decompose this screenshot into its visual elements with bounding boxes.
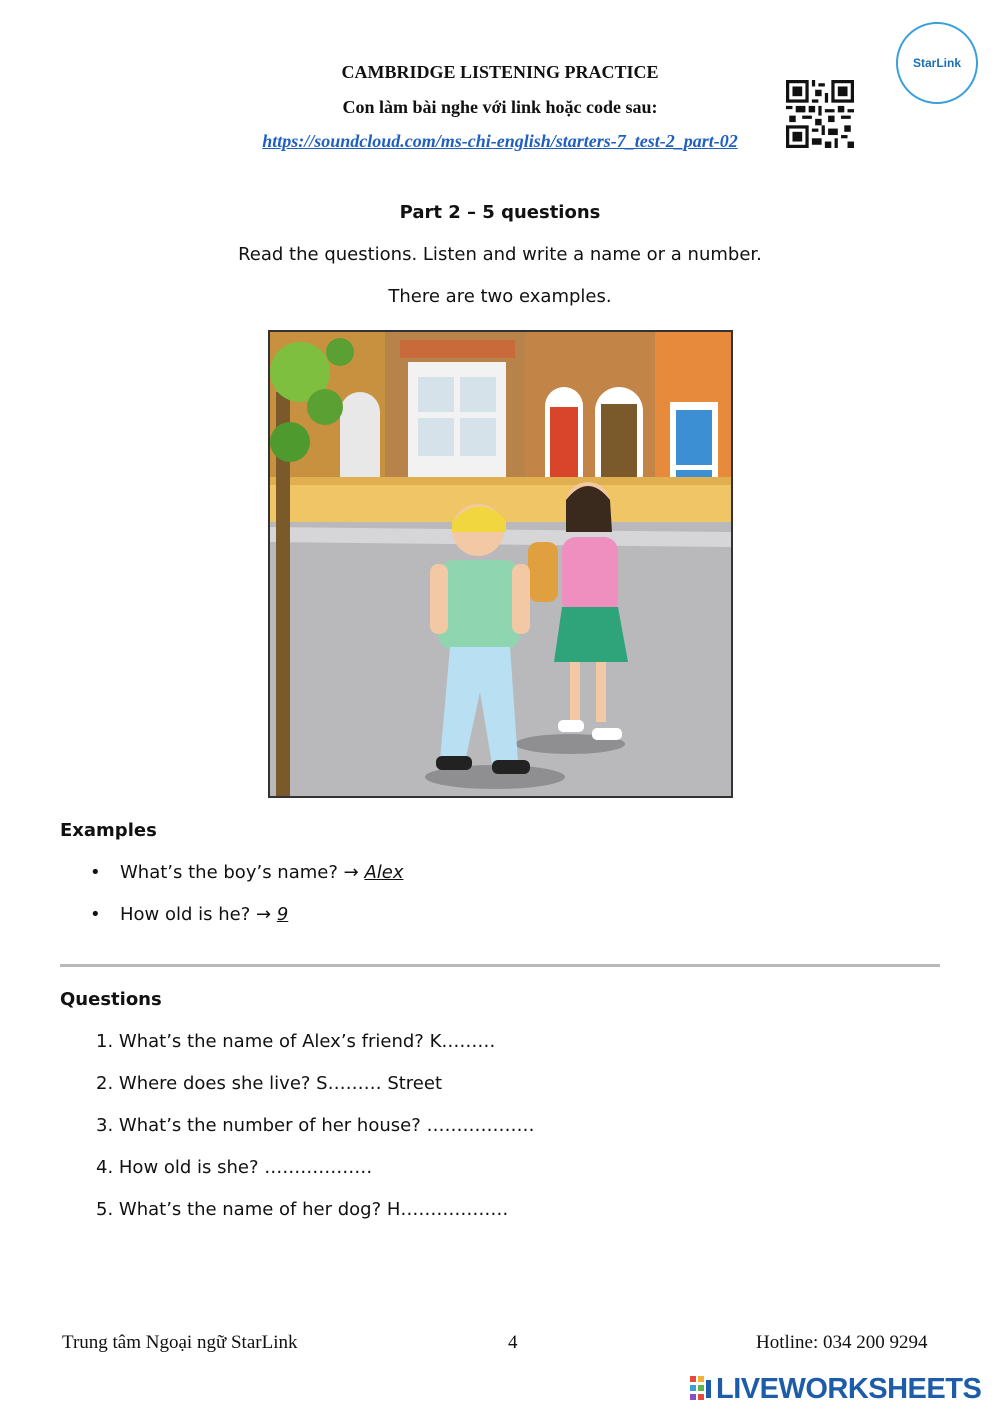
example-question: What’s the boy’s name? → bbox=[120, 862, 359, 883]
footer-page-number: 4 bbox=[508, 1332, 518, 1353]
question-5[interactable]: 5. What’s the name of her dog? H……………… bbox=[96, 1199, 509, 1220]
qr-code-icon[interactable] bbox=[786, 80, 854, 148]
question-1[interactable]: 1. What’s the name of Alex’s friend? K……… bbox=[96, 1031, 496, 1052]
example-item bbox=[90, 862, 403, 883]
bullet-icon: • bbox=[90, 904, 101, 925]
soundcloud-link[interactable]: https://soundcloud.com/ms-chi-english/starters-7_test-2_part-02 bbox=[262, 131, 738, 151]
question-3[interactable]: 3. What’s the number of her house? ……………… bbox=[96, 1115, 535, 1136]
liveworksheets-text: LIVEWORKSHEETS bbox=[716, 1372, 982, 1405]
example-item bbox=[90, 904, 288, 925]
logo-text: StarLink bbox=[912, 56, 961, 70]
example-answer: 9 bbox=[276, 904, 289, 925]
examples-title: Examples bbox=[60, 820, 157, 841]
liveworksheets-watermark bbox=[690, 1372, 990, 1406]
divider bbox=[60, 964, 940, 967]
questions-title: Questions bbox=[60, 989, 162, 1010]
street-illustration bbox=[268, 330, 733, 798]
example-question: How old is he? → bbox=[120, 904, 272, 925]
footer-center-name: Trung tâm Ngoại ngữ StarLink bbox=[62, 1332, 298, 1353]
liveworksheets-logo-icon bbox=[690, 1376, 712, 1402]
illustration-art bbox=[270, 332, 731, 796]
instruction: Read the questions. Listen and write a name or a number. bbox=[238, 244, 762, 265]
examples-note: There are two examples. bbox=[388, 286, 612, 307]
bullet-icon: • bbox=[90, 862, 101, 883]
example-answer: Alex bbox=[364, 862, 404, 883]
header-title: CAMBRIDGE LISTENING PRACTICE bbox=[341, 62, 659, 82]
part-title: Part 2 – 5 questions bbox=[399, 202, 601, 223]
header-subtitle: Con làm bài nghe với link hoặc code sau: bbox=[342, 97, 658, 117]
question-2[interactable]: 2. Where does she live? S……… Street bbox=[96, 1073, 443, 1094]
starlink-logo bbox=[896, 22, 978, 104]
question-4[interactable]: 4. How old is she? ……………… bbox=[96, 1157, 373, 1178]
footer-hotline: Hotline: 034 200 9294 bbox=[756, 1332, 928, 1353]
